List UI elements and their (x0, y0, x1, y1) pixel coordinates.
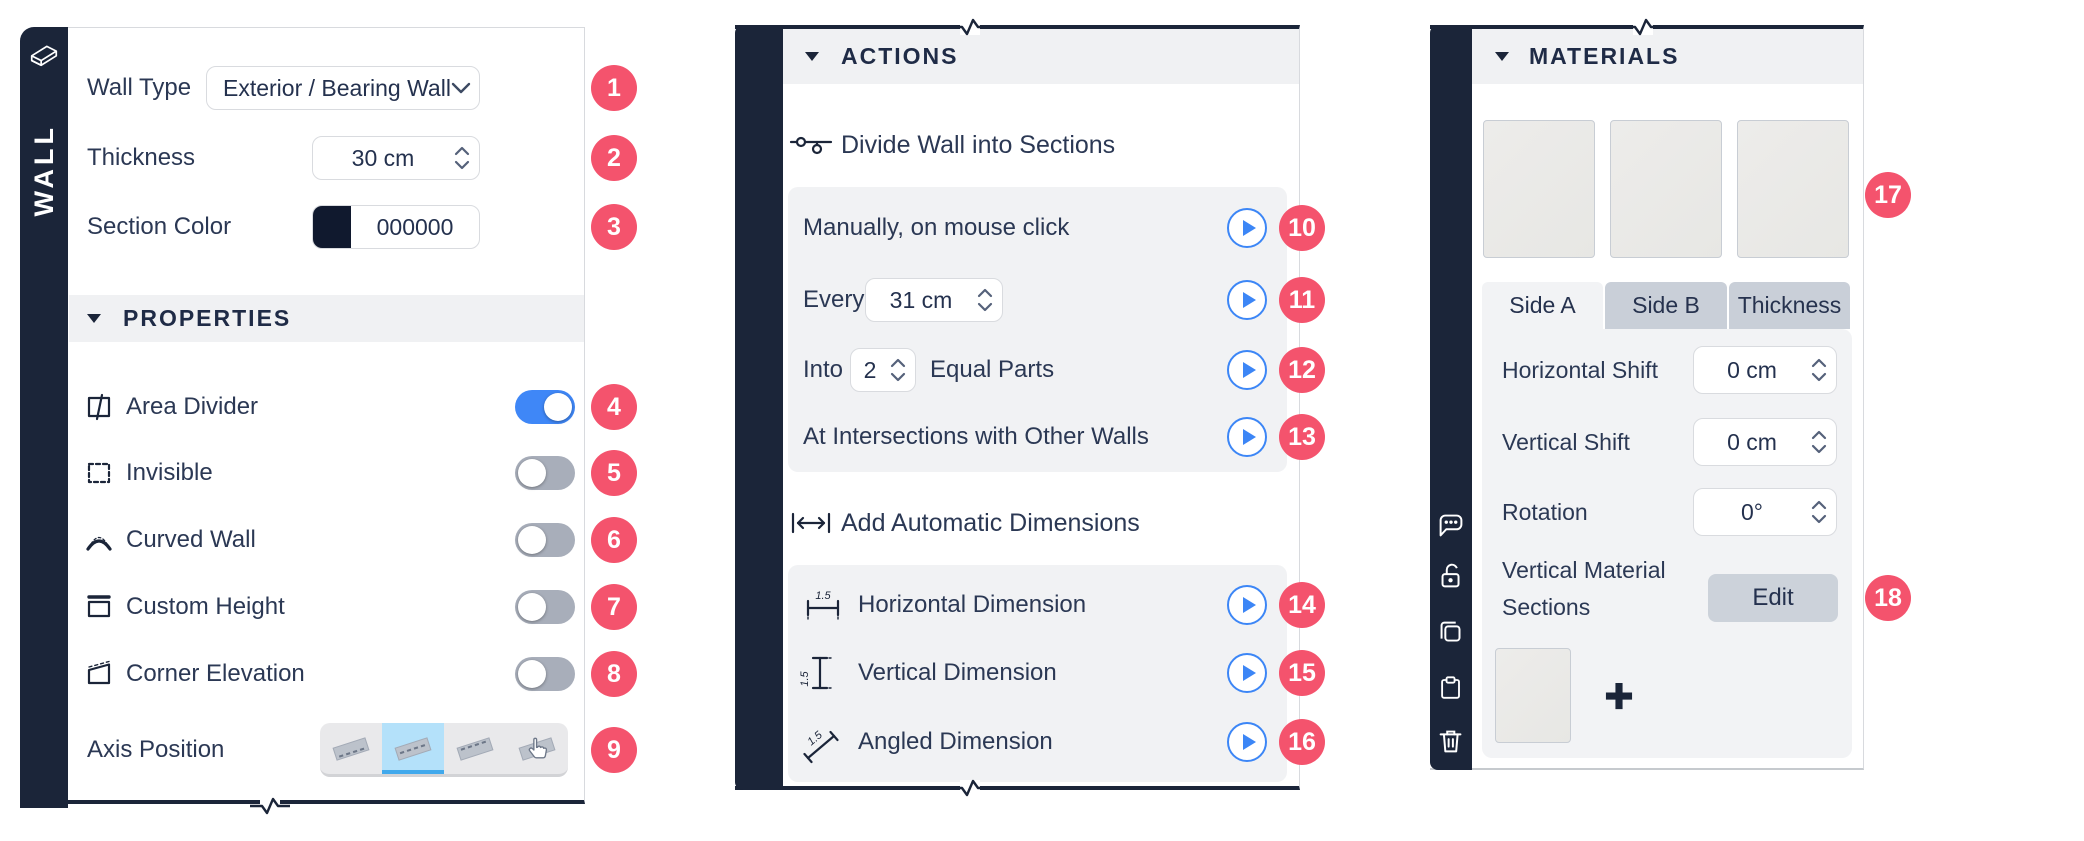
toggle-curved-wall[interactable] (515, 523, 575, 557)
corner-elevation-icon (84, 659, 114, 694)
axis-center-icon (390, 731, 436, 767)
wall-type-value: Exterior / Bearing Wall (223, 74, 451, 101)
toggle-knob (518, 593, 546, 621)
panel-break-mark (250, 797, 290, 815)
material-stepper-0[interactable] (1693, 346, 1837, 394)
material-stepper-2-value: 0° (1741, 498, 1763, 525)
horizontal-dimension-icon (800, 589, 846, 626)
stepper-arrows-icon[interactable] (889, 355, 907, 385)
stepper-arrows-icon[interactable] (976, 285, 994, 315)
wall-tab-label: WALL (28, 123, 59, 217)
dimension-row-label-15: Vertical Dimension (858, 659, 1057, 686)
material-swatch-3[interactable] (1737, 120, 1849, 258)
custom-height-icon (84, 592, 114, 627)
comment-icon[interactable] (1434, 507, 1468, 543)
wall-3d-icon (27, 35, 61, 71)
field-label-thickness: Thickness (87, 144, 196, 171)
play-triangle-icon (1241, 596, 1257, 614)
callout-badge-7: 7 (591, 584, 637, 630)
play-triangle-icon (1241, 219, 1257, 237)
callout-badge-11: 11 (1279, 277, 1325, 323)
material-field-label-1: Vertical Shift (1502, 428, 1630, 455)
actions-panel-strip (735, 25, 783, 790)
axis-bottom-icon (328, 731, 374, 767)
toggle-label-curved-wall: Curved Wall (126, 526, 256, 553)
copy-icon[interactable] (1434, 615, 1468, 651)
dropdown-chevron-icon (451, 82, 471, 94)
panel-break-mark (950, 18, 990, 36)
callout-badge-2: 2 (591, 135, 637, 181)
toggle-knob (518, 459, 546, 487)
action-row-prefix-12: Into (803, 356, 844, 383)
add-section-plus-icon[interactable] (1600, 677, 1638, 715)
segment-axis-top[interactable] (444, 723, 506, 774)
color-swatch[interactable] (313, 206, 351, 248)
axis-top-icon (452, 731, 498, 767)
unlock-icon[interactable] (1434, 558, 1468, 594)
material-stepper-0-value: 0 cm (1727, 356, 1777, 383)
curved-wall-icon (84, 525, 114, 560)
field-label-wall-type: Wall Type (87, 74, 192, 101)
material-swatch-1[interactable] (1483, 120, 1595, 258)
dimension-row-label-14: Horizontal Dimension (858, 591, 1087, 618)
callout-badge-13: 13 (1279, 414, 1325, 460)
materials-header-label: MATERIALS (1529, 43, 1680, 69)
collapse-triangle-icon (87, 314, 101, 324)
material-stepper-1-value: 0 cm (1727, 428, 1777, 455)
vertical-dimension-icon (800, 650, 832, 701)
divide-wall-icon (789, 132, 833, 163)
toggle-area-divider[interactable] (515, 390, 575, 424)
play-triangle-icon (1241, 428, 1257, 446)
material-stepper-2[interactable] (1693, 488, 1837, 536)
materials-section-header[interactable] (1472, 29, 1863, 84)
segment-axis-center[interactable] (382, 723, 444, 774)
material-field-label-2: Rotation (1502, 498, 1588, 525)
run-action-button-12[interactable] (1227, 350, 1267, 390)
callout-badge-6: 6 (591, 517, 637, 563)
add-dimensions-heading: Add Automatic Dimensions (841, 508, 1140, 537)
callout-badge-1: 1 (591, 65, 637, 111)
segment-axis-bottom[interactable] (320, 723, 382, 774)
materials-panel-strip (1430, 25, 1472, 770)
play-triangle-icon (1241, 291, 1257, 309)
toggle-knob (544, 393, 572, 421)
action-row-prefix-11: Every (803, 286, 865, 313)
divide-parts-stepper-value: 2 (863, 356, 877, 383)
material-field-label-0: Horizontal Shift (1502, 356, 1658, 383)
toggle-knob (518, 660, 546, 688)
actions-header-label: ACTIONS (841, 43, 959, 69)
properties-header-label: PROPERTIES (123, 305, 292, 331)
wall-type-dropdown[interactable] (206, 66, 480, 110)
callout-badge-4: 4 (591, 384, 637, 430)
callout-badge-18: 18 (1865, 575, 1911, 621)
angled-dimension-icon (800, 726, 844, 771)
section-color-field[interactable] (312, 205, 480, 249)
axis-custom-icon (514, 731, 560, 767)
toggle-knob (518, 526, 546, 554)
svg-text:1.5: 1.5 (815, 590, 831, 602)
field-label-section-color: Section Color (87, 213, 232, 240)
actions-section-header[interactable] (783, 29, 1299, 84)
run-action-button-10[interactable] (1227, 208, 1267, 248)
trash-icon[interactable] (1434, 723, 1468, 759)
thickness-stepper[interactable] (312, 136, 480, 180)
area-divider-icon (84, 392, 114, 427)
material-stepper-1[interactable] (1693, 418, 1837, 466)
axis-position-segmented-control (320, 723, 568, 777)
section-color-value: 000000 (376, 213, 454, 240)
callout-badge-15: 15 (1279, 650, 1325, 696)
callout-badge-10: 10 (1279, 205, 1325, 251)
tab-thickness[interactable]: Thickness (1729, 282, 1850, 329)
collapse-triangle-icon (1495, 52, 1509, 62)
tab-side-a[interactable]: Side A (1482, 282, 1603, 329)
divide-every-stepper[interactable] (865, 278, 1003, 322)
callout-badge-17: 17 (1865, 172, 1911, 218)
vertical-material-sections-label: Vertical Material Sections (1502, 557, 1666, 620)
action-row-label-13: At Intersections with Other Walls (803, 423, 1149, 450)
material-swatch-2[interactable] (1610, 120, 1722, 258)
callout-badge-8: 8 (591, 651, 637, 697)
toggle-corner-elevation[interactable] (515, 657, 575, 691)
run-action-button-16[interactable] (1227, 722, 1267, 762)
edit-vertical-sections-button[interactable]: Edit (1708, 574, 1838, 622)
paste-icon[interactable] (1434, 670, 1468, 706)
stepper-arrows-icon[interactable] (1810, 497, 1828, 527)
panel-break-mark (1623, 18, 1663, 36)
callout-badge-14: 14 (1279, 582, 1325, 628)
toggle-label-custom-height: Custom Height (126, 593, 285, 620)
collapse-triangle-icon (805, 52, 819, 62)
invisible-icon (84, 458, 114, 493)
stepper-arrows-icon[interactable] (1810, 427, 1828, 457)
axis-position-label: Axis Position (87, 736, 225, 763)
toggle-label-invisible: Invisible (126, 459, 213, 486)
tab-side-b[interactable]: Side B (1605, 282, 1727, 329)
play-triangle-icon (1241, 361, 1257, 379)
properties-section-header[interactable] (69, 295, 584, 342)
run-action-button-11[interactable] (1227, 280, 1267, 320)
divide-wall-heading: Divide Wall into Sections (841, 130, 1116, 159)
svg-text:1.5: 1.5 (805, 729, 825, 749)
toggle-custom-height[interactable] (515, 590, 575, 624)
vertical-section-swatch[interactable] (1495, 648, 1571, 743)
svg-text:1.5: 1.5 (800, 671, 811, 687)
stepper-arrows-icon[interactable] (1810, 355, 1828, 385)
callout-badge-12: 12 (1279, 347, 1325, 393)
callout-badge-5: 5 (591, 450, 637, 496)
divide-every-stepper-value: 31 cm (889, 286, 953, 313)
callout-badge-16: 16 (1279, 719, 1325, 765)
panel-break-mark (950, 779, 990, 797)
thickness-stepper-value: 30 cm (351, 144, 415, 171)
play-triangle-icon (1241, 664, 1257, 682)
toggle-label-area-divider: Area Divider (126, 393, 259, 420)
segment-axis-custom[interactable] (506, 723, 568, 774)
run-action-button-15[interactable] (1227, 653, 1267, 693)
run-action-button-14[interactable] (1227, 585, 1267, 625)
stepper-arrows-icon[interactable] (453, 143, 471, 173)
action-row-suffix-12: Equal Parts (930, 356, 1055, 383)
callout-badge-3: 3 (591, 204, 637, 250)
action-row-label-10: Manually, on mouse click (803, 214, 1070, 241)
run-action-button-13[interactable] (1227, 417, 1267, 457)
toggle-invisible[interactable] (515, 456, 575, 490)
callout-badge-9: 9 (591, 727, 637, 773)
play-triangle-icon (1241, 733, 1257, 751)
add-dimension-icon (789, 510, 833, 541)
divide-parts-stepper[interactable] (850, 348, 916, 392)
toggle-label-corner-elevation: Corner Elevation (126, 660, 305, 687)
wall-panel-tab[interactable] (20, 27, 68, 808)
dimension-row-label-16: Angled Dimension (858, 728, 1053, 755)
